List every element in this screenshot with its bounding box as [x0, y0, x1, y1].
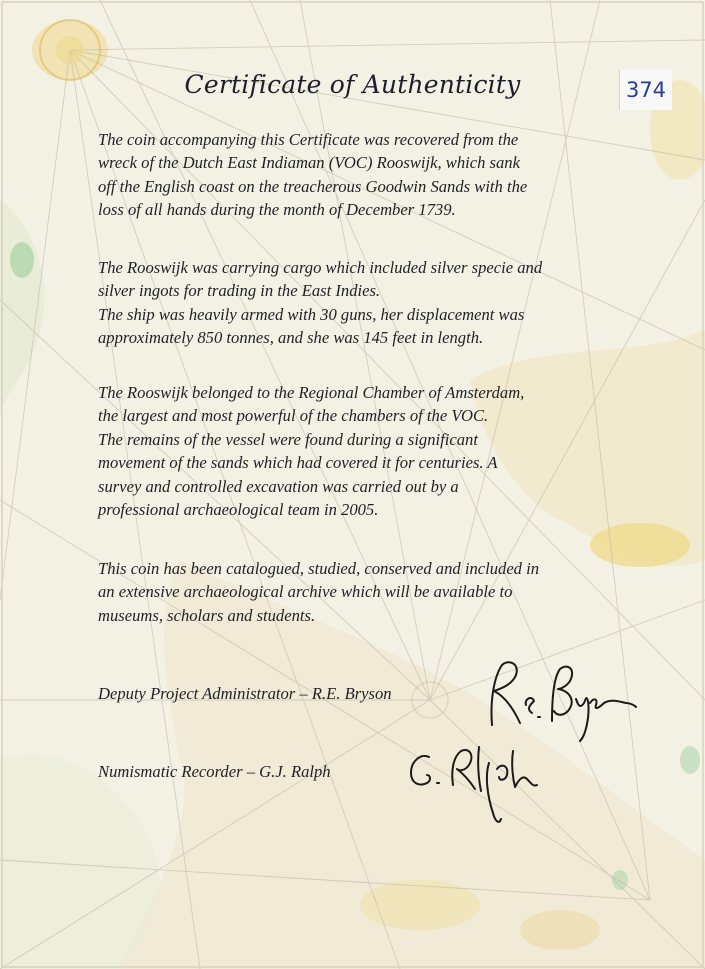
signature-bryson — [480, 655, 640, 745]
paragraph-chamber: The Rooswijk belonged to the Regional Chamber of Amsterdam, the largest and most powerful of the chambers of the VOC. The remains of the vessel were found during a significant movement of the sands which had covered it for centuries. A survey and controlled excavation was carried out by a professional archaeological team in 2005. — [98, 383, 525, 520]
signatory-line-administrator: Deputy Project Administrator – R.E. Bryson — [98, 684, 392, 703]
signatory-line-recorder: Numismatic Recorder – G.J. Ralph — [98, 762, 331, 781]
certificate-number: 374 — [619, 70, 672, 110]
signature-ralph — [405, 735, 555, 830]
paragraph-wreck: The coin accompanying this Certificate was recovered from the wreck of the Dutch East Indiaman (VOC) Rooswijk, which sank off the English coast on the treacherous Goodwin Sands with the loss of all hands during the month of December 1739. — [98, 130, 528, 220]
paragraph-cargo: The Rooswijk was carrying cargo which included silver specie and silver ingots for trading in the East Indies. The ship was heavily armed with 30 guns, her displacement was approximately 850 tonnes, and she was 145 feet in length. — [98, 258, 543, 348]
paragraph-archive: This coin has been catalogued, studied, conserved and included in an extensive archaeological archive which will be available to museums, scholars and students. — [98, 559, 540, 625]
certificate-title: Certificate of Authenticity — [184, 70, 521, 99]
